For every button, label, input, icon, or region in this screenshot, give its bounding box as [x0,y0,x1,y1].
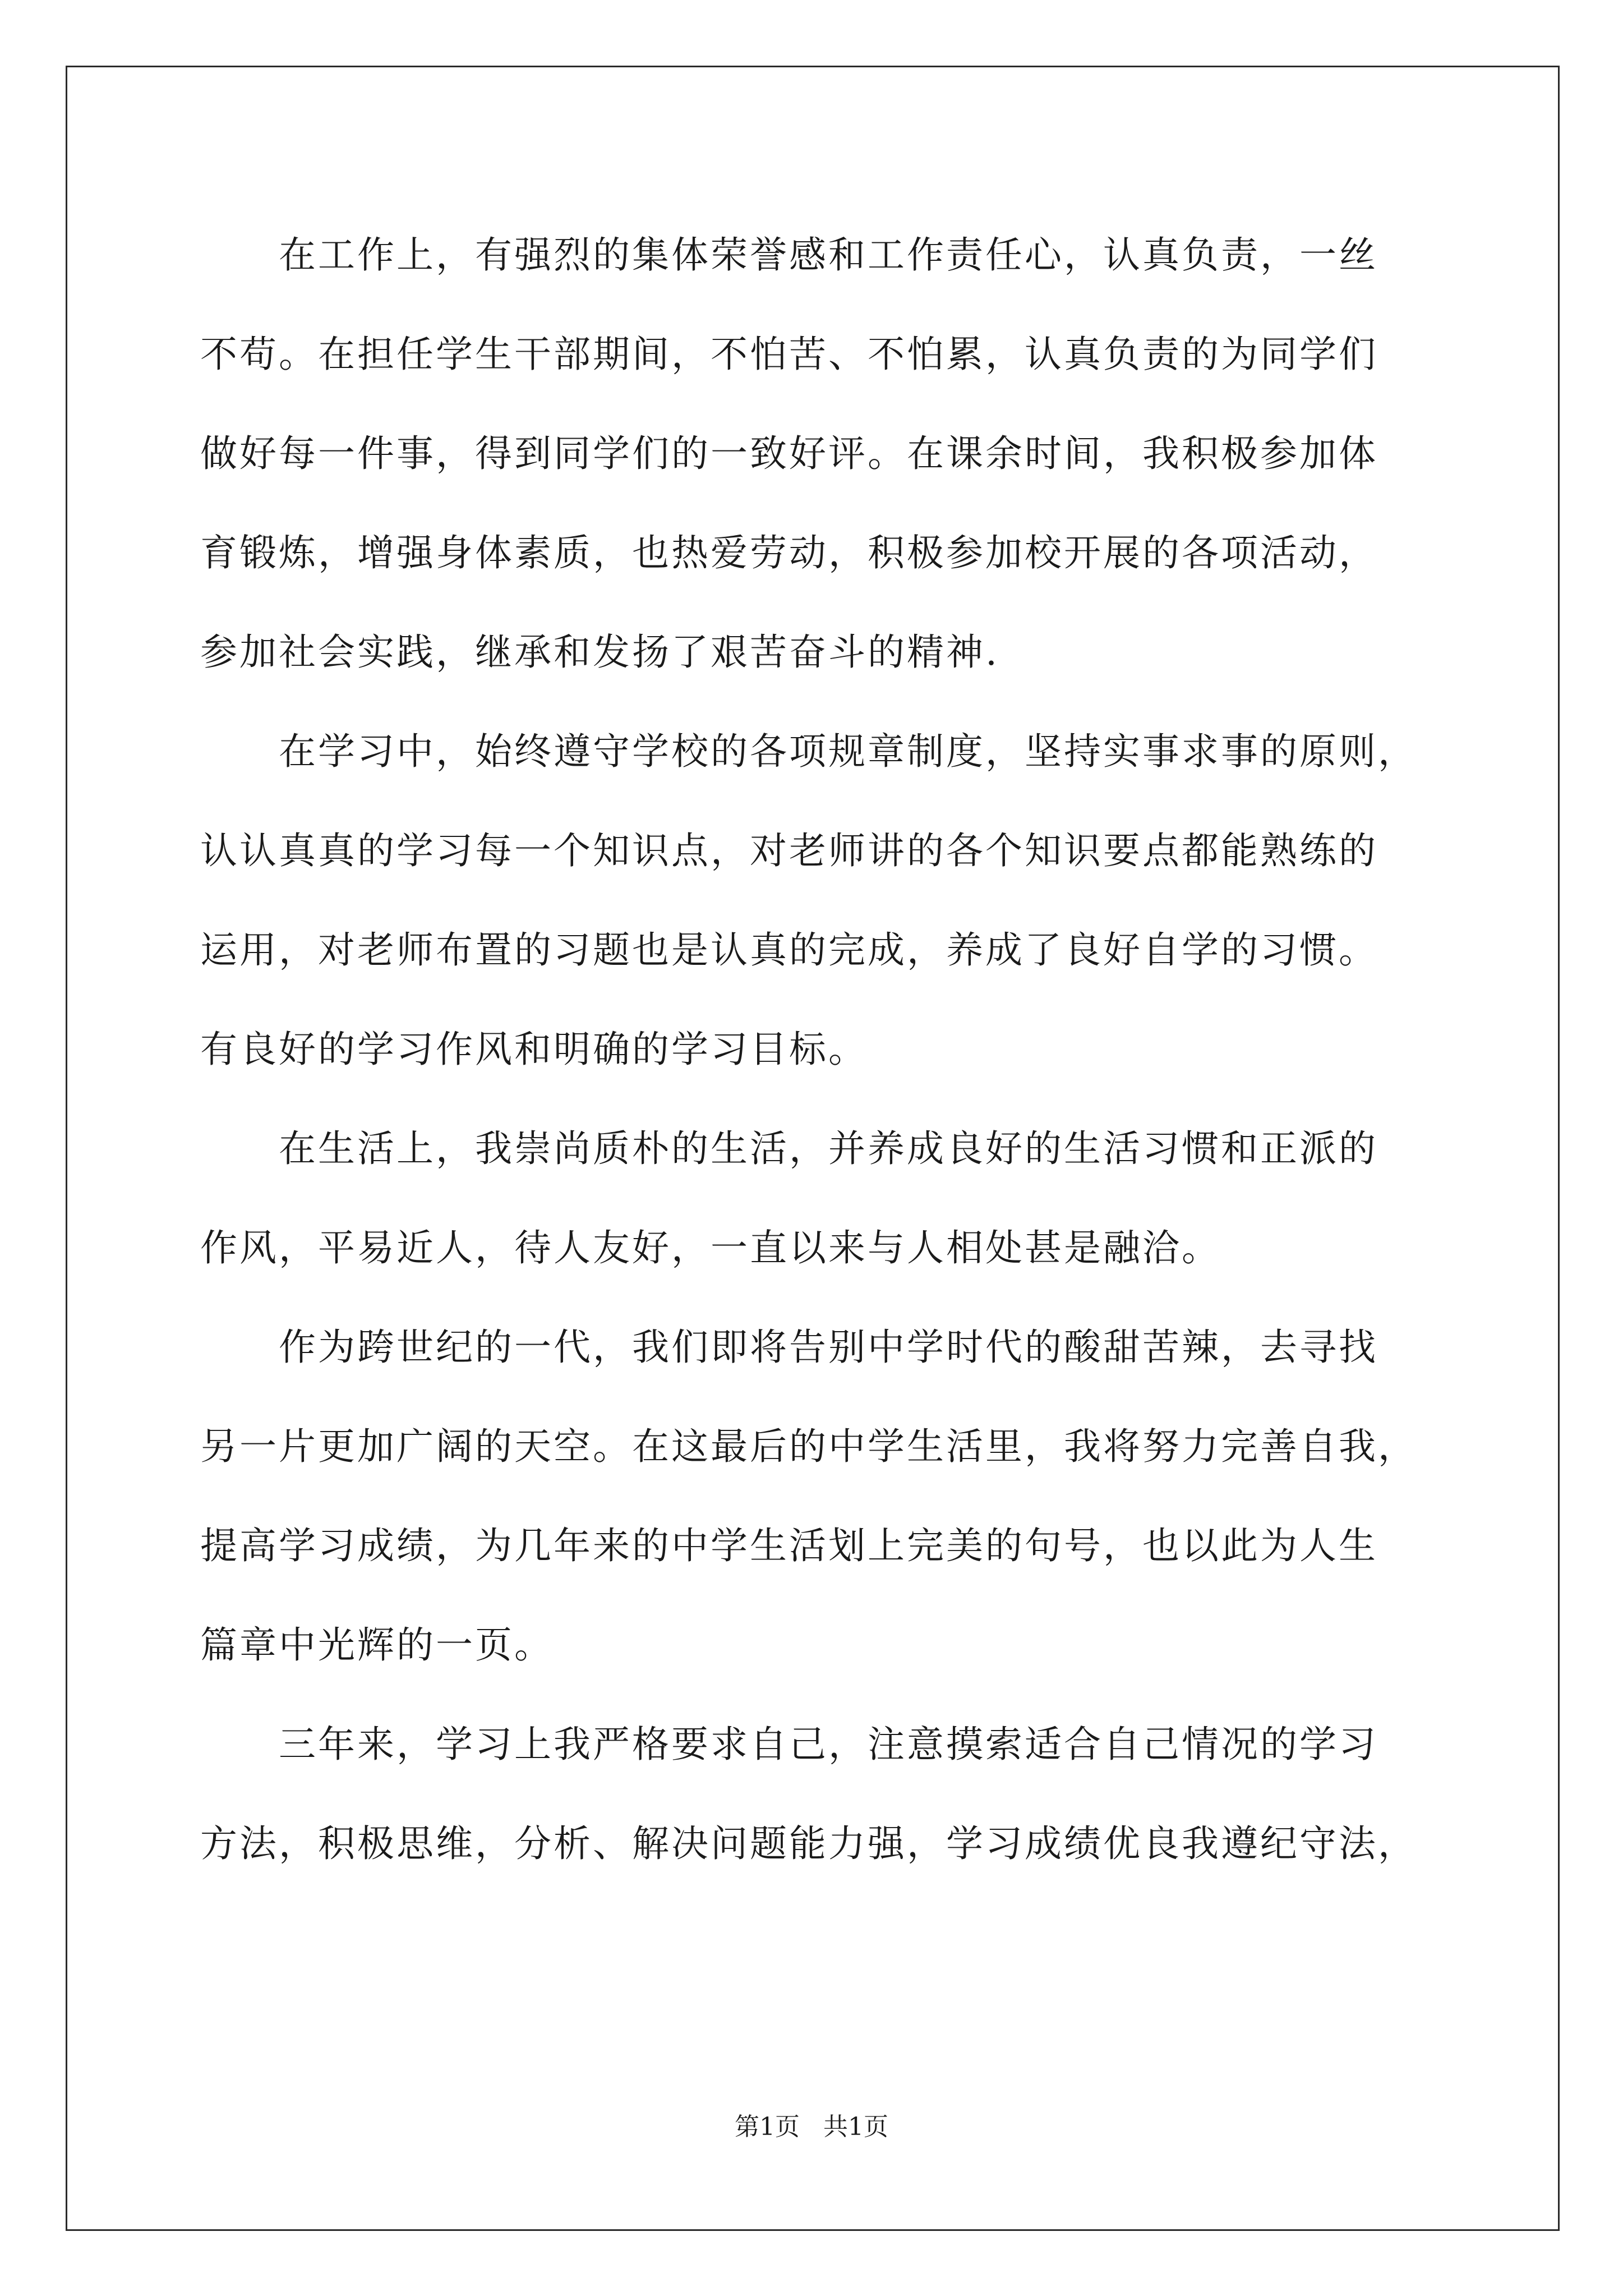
paragraph-line: 篇章中光辉的一页。 [200,1623,554,1667]
paragraph-line: 另一片更加广阔的天空。在这最后的中学生活里，我将努力完善自我， [200,1425,1417,1468]
paragraph-line: 在工作上，有强烈的集体荣誉感和工作责任心，认真负责，一丝 [200,233,1378,277]
paragraph-line: 不苟。在担任学生干部期间，不怕苦、不怕累，认真负责的为同学们 [200,333,1378,376]
page-number-total: 共1页 [823,2113,888,2141]
paragraph-line: 有良好的学习作风和明确的学习目标。 [200,1028,868,1071]
paragraph-line: 认认真真的学习每一个知识点，对老师讲的各个知识要点都能熟练的 [200,829,1378,872]
paragraph-line: 作为跨世纪的一代，我们即将告别中学时代的酸甜苦辣，去寻找 [200,1326,1378,1369]
paragraph-line: 方法，积极思维，分析、解决问题能力强，学习成绩优良我遵纪守法， [200,1822,1417,1865]
page-footer [0,2106,1623,2142]
paragraph-line: 三年来，学习上我严格要求自己，注意摸索适合自己情况的学习 [200,1723,1378,1766]
page-number-current: 第1页 [735,2113,800,2141]
paragraph-line: 参加社会实践，继承和发扬了艰苦奋斗的精神. [200,631,999,674]
paragraph-line: 做好每一件事，得到同学们的一致好评。在课余时间，我积极参加体 [200,432,1378,475]
paragraph-line: 在生活上，我崇尚质朴的生活，并养成良好的生活习惯和正派的 [200,1127,1378,1170]
paragraph-line: 在学习中，始终遵守学校的各项规章制度，坚持实事求事的原则， [200,730,1417,773]
paragraph-line: 提高学习成绩，为几年来的中学生活划上完美的句号，也以此为人生 [200,1524,1378,1567]
paragraph-line: 育锻炼，增强身体素质，也热爱劳动，积极参加校开展的各项活动， [200,531,1378,574]
paragraph-line: 运用，对老师布置的习题也是认真的完成，养成了良好自学的习惯。 [200,928,1378,972]
paragraph-line: 作风，平易近人，待人友好，一直以来与人相处甚是融洽。 [200,1226,1221,1269]
